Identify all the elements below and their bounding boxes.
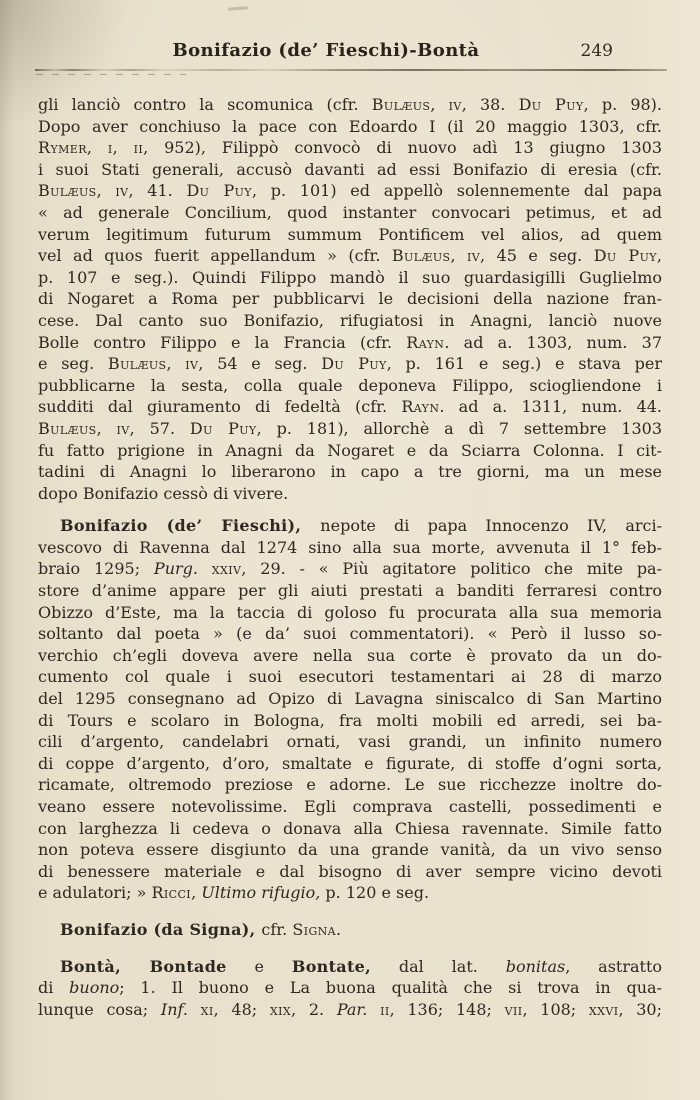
text-line	[38, 353, 662, 375]
text-line	[38, 267, 662, 289]
text-run: di Tours e scolaro in Bologna, fra molti mobili ed arredi, sei ba-	[38, 710, 662, 730]
text-run: Bulæus	[38, 181, 97, 201]
paragraph	[38, 919, 662, 941]
text-run: Du Puy	[518, 95, 584, 114]
text-line	[38, 956, 662, 978]
text-run: p. 120 e seg.	[320, 883, 430, 903]
text-run: veano essere notevolissime. Egli comprava castelli, possedimenti e	[38, 797, 662, 816]
text-run: store d’anime appare per gli aiuti prestati a banditi ferraresi contro	[38, 581, 662, 601]
text-line	[38, 159, 662, 181]
text-run: Ultimo rifugio,	[201, 883, 321, 903]
text-line	[38, 919, 662, 941]
text-line	[38, 558, 662, 580]
text-line	[38, 202, 662, 224]
text-run: ii	[380, 999, 390, 1019]
text-run: verchio ch’egli doveva avere nella sua corte è provato da un do-	[38, 645, 662, 665]
text-run: cumento col quale i suoi esecutori testamentari ai 28 di marzo	[38, 667, 662, 687]
text-run: nepote di papa Innocenzo IV, arci-	[320, 516, 662, 536]
text-line	[38, 774, 662, 796]
text-line	[38, 839, 662, 861]
text-run: , 45 e seg.	[480, 246, 594, 266]
text-run: gli lanciò contro la scomunica (cfr.	[38, 95, 372, 114]
text-run: Rayn	[401, 397, 440, 417]
text-run: iv	[466, 246, 481, 266]
text-line	[38, 440, 662, 462]
text-run: Du Puy	[189, 418, 257, 438]
text-run: Du Puy	[186, 181, 252, 201]
text-line	[38, 999, 662, 1021]
paragraph	[38, 956, 662, 1021]
text-line	[38, 288, 662, 310]
text-run: Ricci	[151, 883, 192, 903]
text-run: , 30;	[618, 999, 663, 1019]
text-line	[38, 116, 662, 138]
text-line	[38, 882, 662, 904]
text-run: iv	[448, 95, 462, 114]
text-run: Bulæus	[107, 354, 167, 374]
text-line	[38, 796, 662, 818]
text-run: ,	[96, 418, 117, 438]
text-run: . ad a. 1303, num. 37	[444, 332, 662, 352]
text-run: vescovo di Ravenna dal 1274 sino alla sua morte, avvenuta il 1° feb-	[38, 537, 662, 557]
text-run: Bulæus	[371, 95, 431, 114]
text-line	[38, 688, 662, 710]
text-line	[38, 818, 662, 840]
text-run: .	[336, 919, 342, 939]
text-run: tadini di Anagni lo liberarono in capo a tre giorni, ma un mese	[38, 462, 662, 482]
text-run: , 108;	[522, 999, 589, 1019]
text-run: Du Puy	[321, 354, 387, 374]
text-line	[38, 580, 662, 602]
text-line	[38, 602, 662, 624]
text-run: cili d’argento, candelabri ornati, vasi grandi, un infinito numero	[38, 732, 662, 752]
text-run: Bulæus	[391, 246, 451, 266]
page-number: 249	[580, 41, 613, 61]
text-run: non poteva essere disgiunto da una grande vanità, da un vivo senso	[38, 840, 662, 860]
text-run: ,	[86, 138, 108, 158]
text-run: Bolle contro Filippo e la Francia (cfr.	[38, 332, 407, 352]
header-rule-fragment	[36, 74, 186, 75]
text-run: , astratto	[565, 956, 663, 976]
text-run: i suoi Stati generali, accusò davanti ad essi Bonifazio di eresia (cfr.	[38, 159, 662, 179]
header-rule	[35, 69, 667, 71]
text-run: dopo Bonifazio cessò di vivere.	[38, 483, 289, 503]
text-line	[38, 666, 662, 688]
text-line	[38, 537, 662, 559]
text-run: Par.	[336, 999, 368, 1019]
text-run: , 54 e seg.	[198, 354, 322, 374]
text-line	[38, 753, 662, 775]
text-run: « ad generale Concilium, quod instanter convocari petimus, et ad	[38, 202, 662, 222]
text-run: ,	[112, 138, 134, 158]
text-line	[38, 515, 662, 537]
text-run: , 48;	[213, 999, 270, 1019]
text-run: verum legitimum futurum summum Pontificem vel alios, ad quem	[38, 224, 662, 244]
text-run: , 38.	[461, 95, 519, 114]
text-line	[38, 977, 662, 999]
text-run: Inf.	[160, 999, 188, 1019]
text-run: Du Puy	[593, 246, 657, 266]
text-run: iv	[115, 181, 129, 201]
text-run	[198, 559, 212, 578]
text-line	[38, 245, 662, 267]
text-run: , 41.	[128, 181, 187, 201]
text-run: bonitas	[505, 956, 566, 976]
text-run: di Nogaret a Roma per pubblicarvi le decisioni della nazione fran-	[38, 289, 662, 309]
text-run: di benessere materiale e dal bisogno di aver sempre vicino devoti	[38, 861, 662, 881]
text-run: , 29. - « Più agitatore politico che mite pa-	[241, 559, 663, 579]
text-run: e seg.	[38, 354, 108, 374]
text-run	[188, 1000, 201, 1019]
text-run: Obizzo d’Este, ma la taccia di goloso fu procurata alla sua memoria	[38, 602, 662, 622]
text-run: , 2.	[291, 999, 337, 1019]
text-line	[38, 710, 662, 732]
text-run: con larghezza li cedeva o donava alla Chiesa ravennate. Simile fatto	[38, 818, 662, 838]
text-run: Dopo aver conchiuso la pace con Edoardo I (il 20 maggio 1303, cfr.	[38, 116, 662, 136]
scan-artifact	[228, 6, 248, 10]
text-run: lunque cosa;	[38, 999, 161, 1019]
text-run: iv	[185, 354, 199, 374]
text-run: fu fatto prigione in Anagni da Nogaret e da Sciarra Colonna. I cit-	[38, 440, 662, 460]
text-run: di coppe d’argento, d’oro, smaltate e figurate, di stoffe d’ogni sorta,	[38, 753, 662, 773]
text-run: ,	[191, 883, 202, 903]
text-run: , p. 98).	[583, 95, 663, 114]
text-run: e	[226, 956, 292, 976]
text-line	[38, 310, 662, 332]
text-run: xxvi	[588, 999, 619, 1019]
text-run: , p. 161 e seg.) e stava per	[386, 354, 663, 374]
text-line	[38, 645, 662, 667]
page-title: Bonifazio (de’ Fieschi)-Bontà	[172, 40, 480, 61]
text-run: ,	[450, 246, 467, 266]
text-run: xi	[200, 999, 214, 1019]
text-line	[38, 731, 662, 753]
text-run: iv	[116, 418, 130, 438]
text-run: ,	[96, 181, 116, 201]
text-run: ,	[166, 354, 186, 374]
text-line	[38, 483, 662, 505]
text-run: vii	[504, 999, 523, 1019]
text-run: braio 1295;	[38, 559, 154, 579]
text-line	[38, 861, 662, 883]
text-run: di	[38, 978, 70, 998]
text-run: . ad a. 1311, num. 44.	[439, 397, 662, 417]
text-run: ,	[430, 95, 449, 114]
text-body	[38, 94, 662, 1020]
text-line	[38, 224, 662, 246]
text-run: Purg.	[153, 559, 198, 579]
text-line	[38, 623, 662, 645]
text-run: e adulatori; »	[38, 883, 152, 903]
text-run: cese. Dal canto suo Bonifazio, rifugiatosi in Anagni, lanciò nuove	[38, 310, 662, 330]
text-run: ; 1. Il buono e La buona qualità che si trova in qua-	[119, 978, 662, 998]
text-run: xxiv	[211, 559, 242, 579]
text-run: Bulæus	[38, 418, 97, 438]
text-run: , p. 181), allorchè a dì 7 settembre 1303	[256, 418, 663, 438]
paragraph	[38, 515, 662, 904]
text-run: dal lat.	[371, 956, 506, 976]
text-run: del 1295 consegnano ad Opizo di Lavagna siniscalco di San Martino	[38, 689, 662, 709]
text-line	[38, 94, 662, 116]
text-line	[38, 180, 662, 202]
text-run: vel ad quos fuerit appellandum » (cfr.	[38, 246, 392, 266]
text-run: Bonifazio (da Signa),	[60, 919, 262, 939]
text-run: soltanto dal poeta » (e da’ suoi commentatori). « Però il lusso so-	[38, 624, 662, 644]
text-run: xix	[269, 999, 292, 1019]
text-run: p. 107 e seg.). Quindi Filippo mandò il suo guardasigilli Guglielmo	[38, 267, 662, 287]
text-run: ,	[656, 246, 663, 266]
text-line	[38, 332, 662, 354]
running-header	[0, 40, 700, 64]
text-run: pubblicarne la sesta, colla quale deponeva Filippo, sciogliendone i	[38, 375, 662, 395]
text-run: sudditi dal giuramento di fedeltà (cfr.	[38, 397, 402, 417]
text-run: buono	[69, 978, 120, 998]
text-run: ricamate, oltremodo preziose e adorne. Le sue ricchezze inoltre do-	[38, 775, 662, 795]
paragraph	[38, 94, 662, 504]
text-run: Signa	[292, 919, 337, 939]
text-run: , 136; 148;	[389, 999, 505, 1019]
text-run: , 952), Filippò convocò di nuovo adì 13 giugno 1303	[143, 138, 663, 158]
text-run: Bontà, Bontade	[60, 956, 227, 976]
text-run: Rymer	[38, 138, 87, 158]
text-run: , p. 101) ed appellò solennemente dal papa	[251, 181, 663, 201]
text-run: Bonifazio (de’ Fieschi),	[60, 516, 321, 536]
text-run: i	[107, 138, 113, 158]
text-line	[38, 375, 662, 397]
text-run: , 57.	[129, 418, 190, 438]
text-run: ii	[133, 138, 144, 158]
text-line	[38, 461, 662, 483]
text-run	[367, 1000, 380, 1019]
text-run: Bontate,	[291, 956, 372, 976]
text-line	[38, 137, 662, 159]
text-run: Rayn	[406, 332, 445, 352]
text-line	[38, 418, 662, 440]
text-run: cfr.	[261, 919, 293, 939]
text-line	[38, 396, 662, 418]
